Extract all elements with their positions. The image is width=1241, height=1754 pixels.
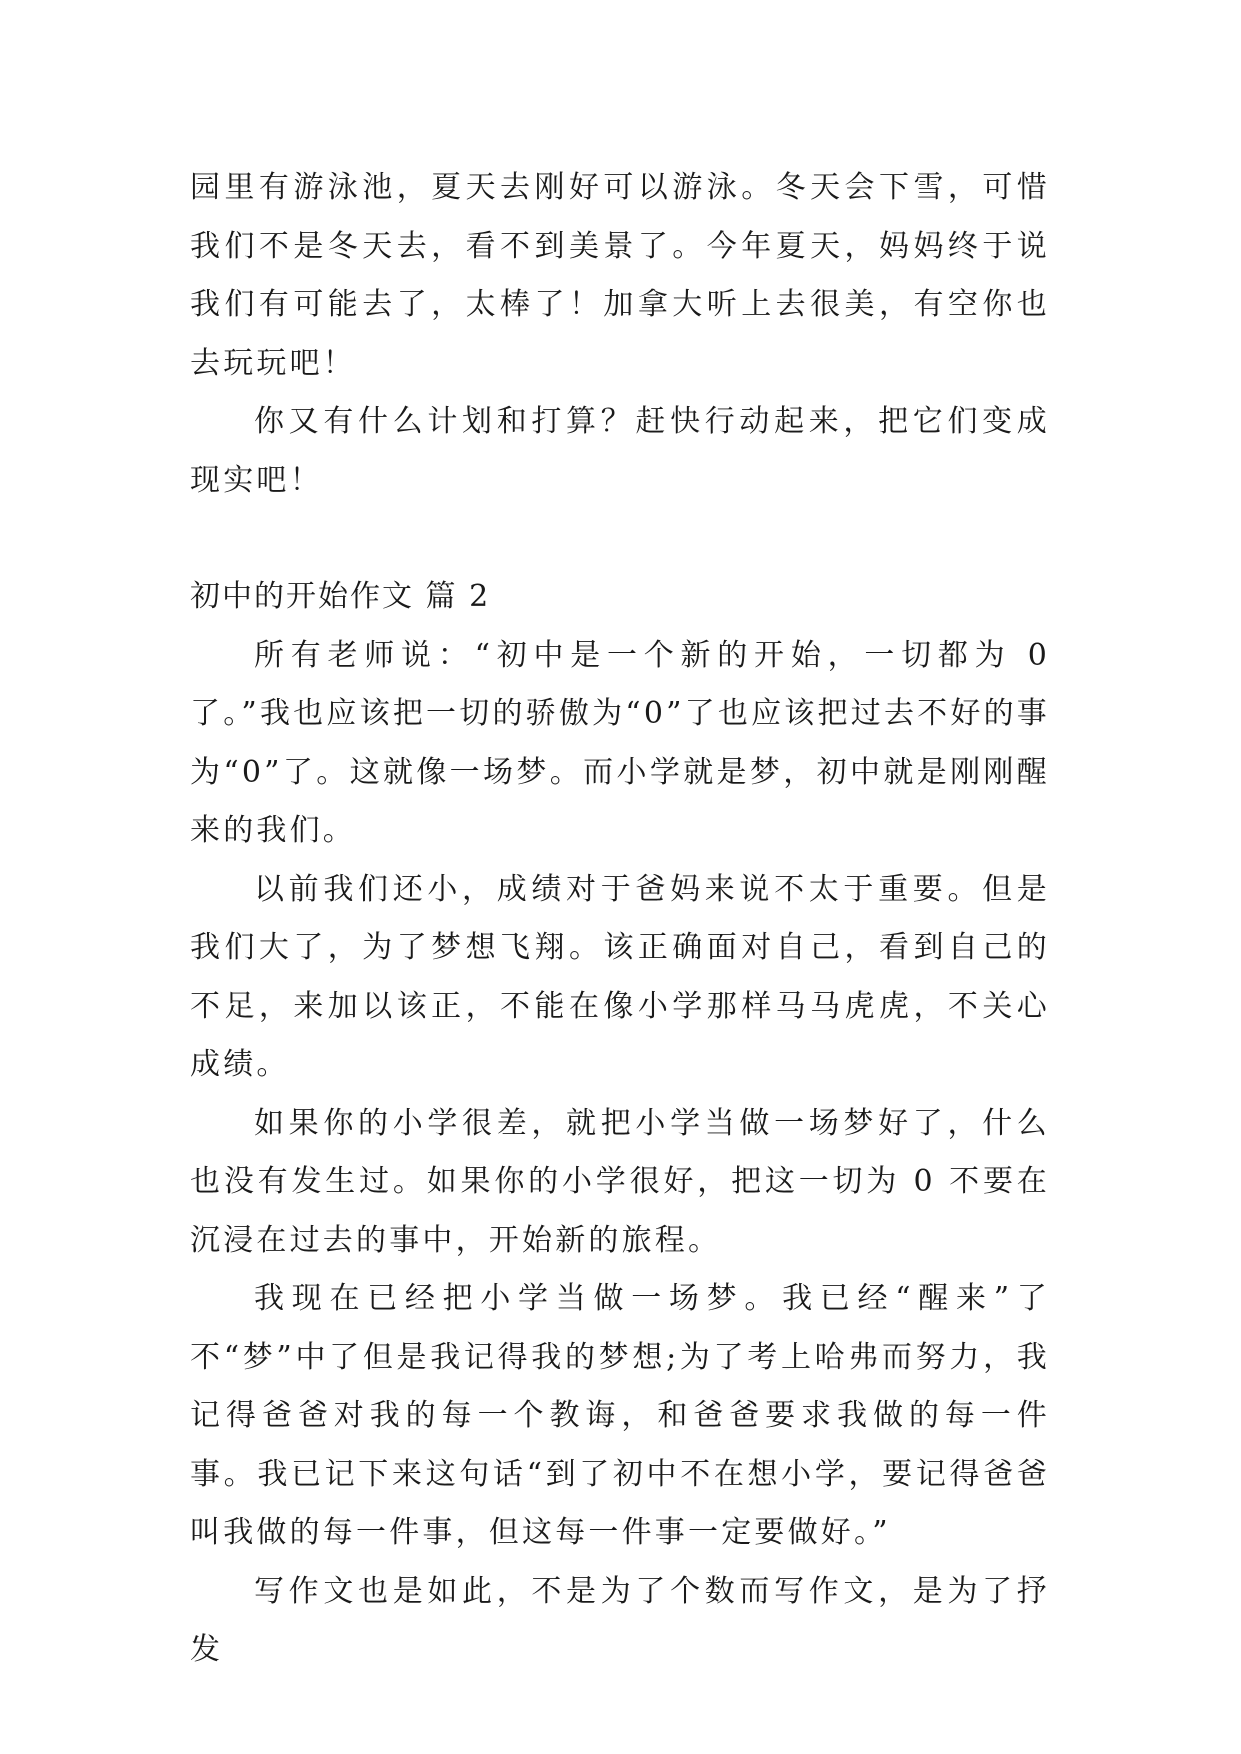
- document-body: [190, 159, 1050, 1680]
- paragraph-3: 如果你的小学很差，就把小学当做一场梦好了，什么也没有发生过。如果你的小学很好，把这一切为 0 不要在沉浸在过去的事中，开始新的旅程。: [190, 1105, 1050, 1258]
- paragraph-1: 所有老师说：“初中是一个新的开始，一切都为 0 了。”我也应该把一切的骄傲为“0”了也应该把过去不好的事为“0”了。这就像一场梦。而小学就是梦，初中就是刚刚醒来的我们。: [190, 637, 1050, 848]
- section-heading: 初中的开始作文 篇 2: [190, 579, 491, 614]
- paragraph-2: 以前我们还小，成绩对于爸妈来说不太于重要。但是我们大了，为了梦想飞翔。该正确面对自己，看到自己的不足，来加以该正，不能在像小学那样马马虎虎，不关心成绩。: [190, 871, 1050, 1082]
- closing-paragraph: 你又有什么计划和打算？赶快行动起来，把它们变成现实吧！: [190, 404, 1050, 498]
- paragraph-4: 我现在已经把小学当做一场梦。我已经“醒来”了不“梦”中了但是我记得我的梦想;为了考上哈弗而努力，我记得爸爸对我的每一个教诲，和爸爸要求我做的每一件事。我已记下来这句话“到了初中不在想小学，要记得爸爸叫我做的每一件事，但这每一件事一定要做好。”: [190, 1281, 1050, 1550]
- paragraph-5: 写作文也是如此，不是为了个数而写作文，是为了抒发: [190, 1573, 1050, 1667]
- continued-paragraph: 园里有游泳池，夏天去刚好可以游泳。冬天会下雪，可惜我们不是冬天去，看不到美景了。今年夏天，妈妈终于说我们有可能去了，太棒了！加拿大听上去很美，有空你也去玩玩吧！: [190, 170, 1050, 381]
